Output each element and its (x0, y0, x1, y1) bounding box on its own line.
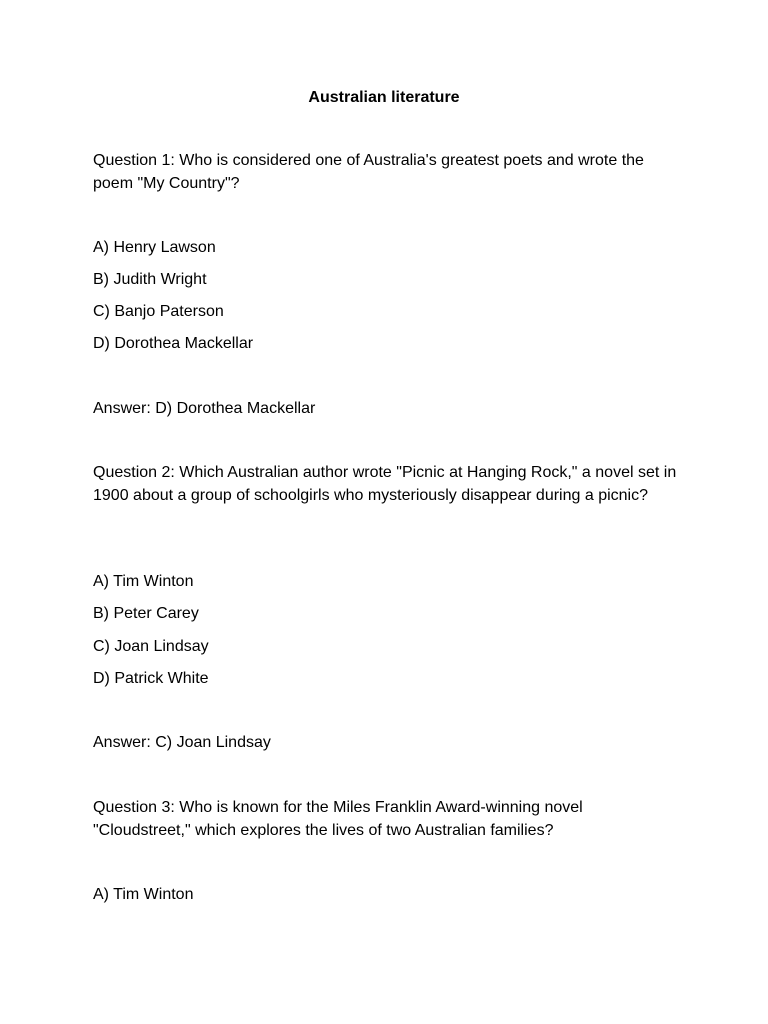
question-1-text: Question 1: Who is considered one of Australia's greatest poets and wrote the poem "My Country"? (93, 152, 644, 192)
question-3-text: Question 3: Who is known for the Miles Franklin Award-winning novel "Cloudstreet," which explores the lives of two Australian families? (93, 799, 583, 839)
question-2-answer: Answer: C) Joan Lindsay (93, 734, 271, 751)
question-2-option-a: A) Tim Winton (93, 573, 194, 590)
question-2-option-c: C) Joan Lindsay (93, 638, 209, 655)
question-2-option-d: D) Patrick White (93, 670, 209, 687)
question-1-option-d: D) Dorothea Mackellar (93, 335, 254, 352)
question-1-answer: Answer: D) Dorothea Mackellar (93, 400, 316, 417)
question-1-option-a: A) Henry Lawson (93, 239, 216, 256)
question-2-text: Question 2: Which Australian author wrote "Picnic at Hanging Rock," a novel set in 1900 about a group of schoolgirls who mysteriously disappear during a picnic? (93, 464, 677, 504)
question-3-option-a: A) Tim Winton (93, 886, 194, 903)
question-2-option-b: B) Peter Carey (93, 605, 199, 622)
question-1-option-c: C) Banjo Paterson (93, 303, 224, 320)
question-1-option-b: B) Judith Wright (93, 271, 207, 288)
document-title: Australian literature (308, 89, 460, 106)
